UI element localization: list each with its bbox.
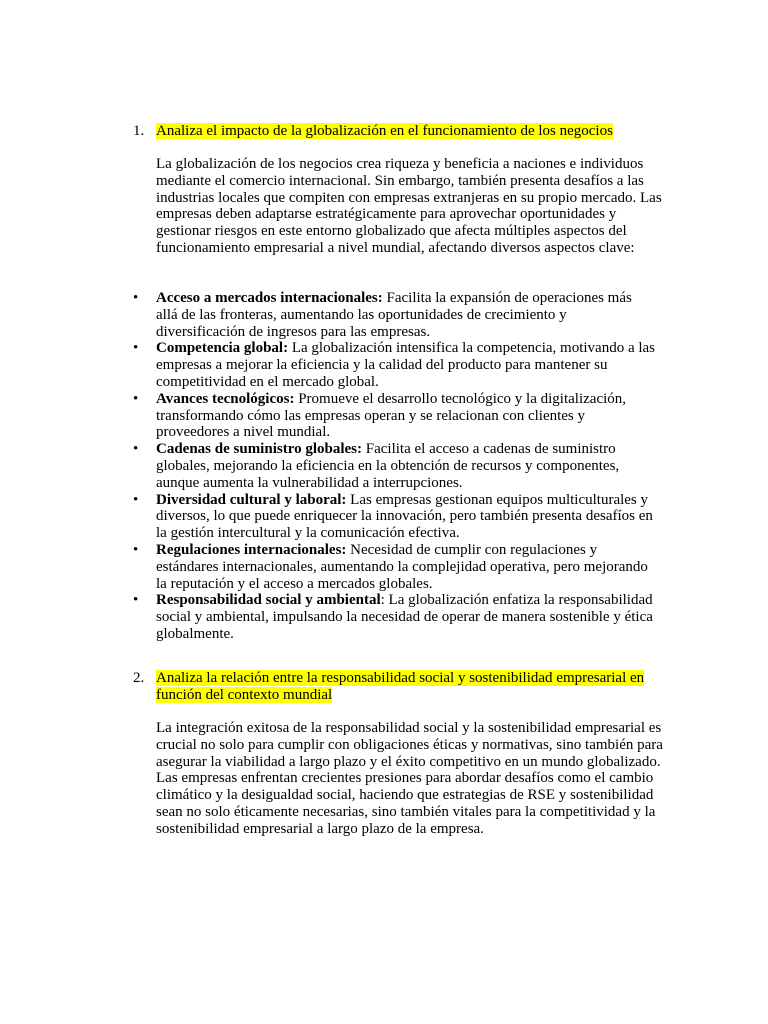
bullet-symbol: • bbox=[133, 491, 139, 508]
bullet-item-competencia bbox=[133, 340, 673, 390]
bullet-symbol: • bbox=[133, 340, 139, 357]
bullet-term: Responsabilidad social y ambiental bbox=[156, 592, 381, 609]
bullet-item-diversidad bbox=[133, 492, 673, 542]
bullet-text: Necesidad de cumplir con regulaciones y estándares internacionales, aumentando la complejidad operativa, pero mejorando la reputación y el acceso a mercados globales. bbox=[156, 541, 648, 592]
bullet-term: Acceso a mercados internacionales: bbox=[156, 290, 383, 306]
bullet-item-mercados bbox=[133, 290, 673, 340]
bullet-term: Competencia global: bbox=[156, 340, 289, 357]
bullet-text: Facilita la expansión de operaciones más allá de las fronteras, aumentando las oportunidades de crecimiento y diversificación de ingresos para las empresas. bbox=[156, 290, 632, 340]
bullet-item-responsabilidad bbox=[133, 592, 673, 642]
bullet-text: Facilita el acceso a cadenas de suministro globales, mejorando la eficiencia en la obtención de recursos y componentes, aunque aumenta la vulnerabilidad a interrupciones. bbox=[156, 441, 620, 491]
section-1-title: Analiza el impacto de la globalización en el funcionamiento de los negocios bbox=[156, 123, 613, 139]
bullet-item-cadenas bbox=[133, 441, 673, 491]
bullet-symbol: • bbox=[133, 290, 139, 306]
bullet-term: Avances tecnológicos: bbox=[156, 390, 295, 407]
bullet-text: Las empresas gestionan equipos multiculturales y diversos, lo que puede enriquecer la innovación, pero también presenta desafíos en la gestión intercultural y la comunicación efectiva. bbox=[156, 491, 653, 542]
bullet-term: Cadenas de suministro globales: bbox=[156, 441, 363, 458]
section-1-paragraph: La globalización de los negocios crea riqueza y beneficia a naciones e individuos mediante el comercio internacional. Sin embargo, también presenta desafíos a las industrias locales que compiten con empresas extranjeras en su propio mercado. Las empresas deben adaptarse estratégicamente para aprovechar oportunidades y gestionar riesgos en este entorno globalizado que afecta múltiples aspectos del funcionamiento empresarial a nivel mundial, afectando diversos aspectos clave: bbox=[156, 156, 662, 256]
section-1-number: 1. bbox=[133, 123, 145, 139]
bullet-item-regulaciones bbox=[133, 542, 673, 592]
bullet-term: Regulaciones internacionales: bbox=[156, 541, 347, 558]
section-2-number: 2. bbox=[133, 670, 145, 686]
bullet-term: Diversidad cultural y laboral: bbox=[156, 491, 347, 508]
bullet-symbol: • bbox=[133, 441, 139, 458]
section-2-paragraph: La integración exitosa de la responsabilidad social y la sostenibilidad empresarial es crucial no solo para cumplir con obligaciones éticas y normativas, sino también para asegurar la viabilidad a largo plazo y el éxito competitivo en un mundo globalizado. Las empresas enfrentan crecientes presiones para abordar desafíos como el cambio climático y la desigualdad social, haciendo que estrategias de RSE y sostenibilidad sean no solo éticamente necesarias, sino también vitales para la competitividad y la sostenibilidad empresarial a largo plazo de la empresa. bbox=[156, 720, 663, 837]
bullet-text: Promueve el desarrollo tecnológico y la digitalización, transformando cómo las empresas operan y se relacionan con clientes y proveedores a nivel mundial. bbox=[156, 390, 627, 441]
bullet-item-avances bbox=[133, 391, 673, 441]
bullet-symbol: • bbox=[133, 592, 139, 609]
bullet-symbol: • bbox=[133, 541, 139, 558]
bullet-text: : La globalización enfatiza la responsabilidad social y ambiental, impulsando la necesidad de operar de manera sostenible y ética globalmente. bbox=[156, 592, 653, 642]
bullet-text: La globalización intensifica la competencia, motivando a las empresas a mejorar la eficiencia y la calidad del producto para mantener su competitividad en el mercado global. bbox=[156, 340, 656, 390]
section-2-title: Analiza la relación entre la responsabilidad social y sostenibilidad empresarial en función del contexto mundial bbox=[156, 670, 645, 703]
bullet-symbol: • bbox=[133, 390, 139, 407]
section-1-bullet-list bbox=[133, 290, 673, 643]
